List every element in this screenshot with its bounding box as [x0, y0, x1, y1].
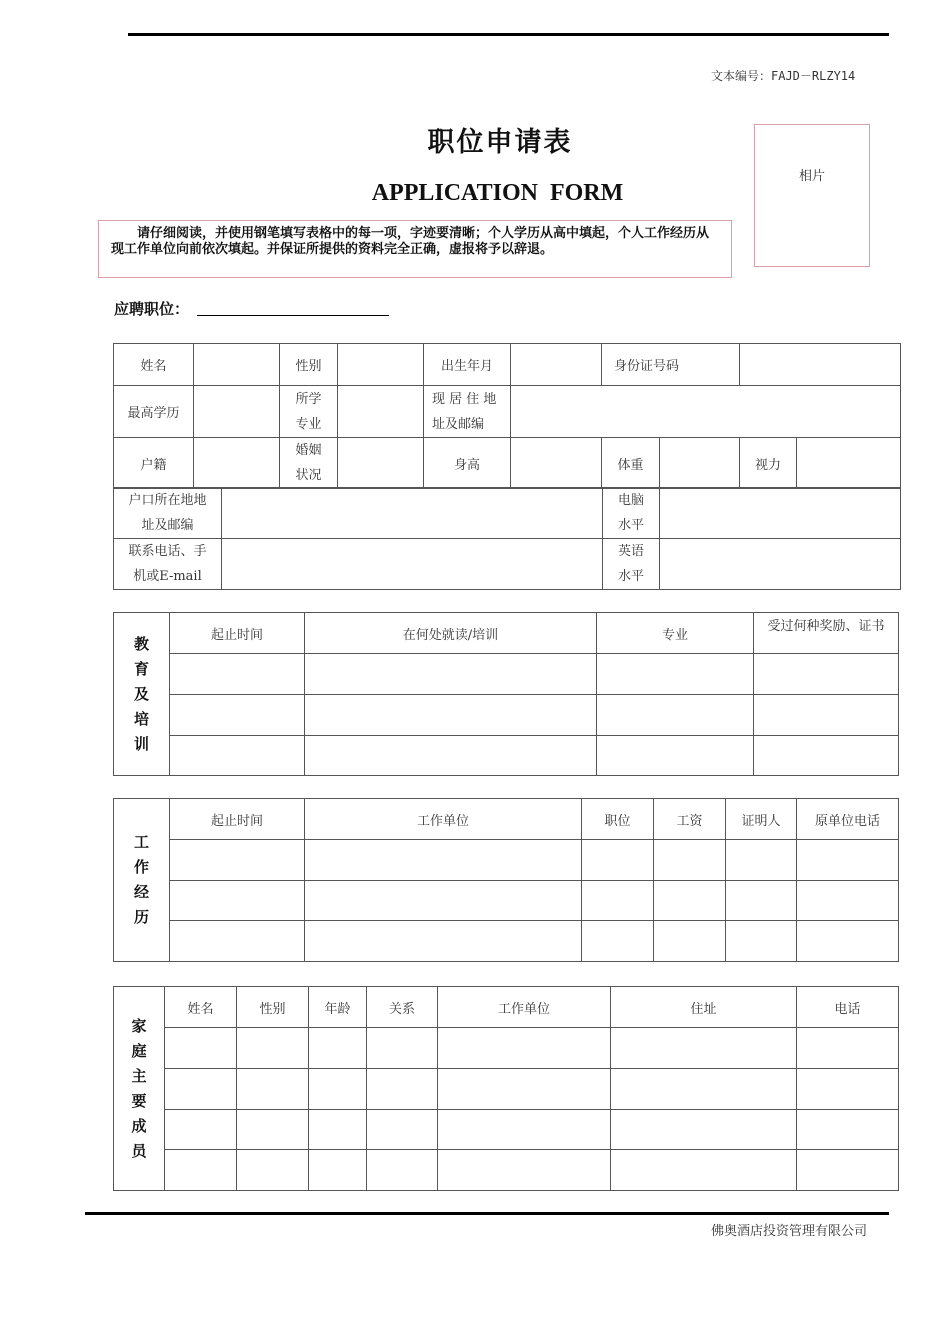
major-label — [280, 386, 338, 438]
table-row — [114, 921, 899, 962]
family-cell[interactable] — [237, 1069, 309, 1110]
family-cell[interactable] — [165, 1110, 237, 1150]
hukou-label: 户籍 — [114, 438, 194, 489]
birth-field[interactable] — [511, 344, 602, 386]
family-cell[interactable] — [438, 1028, 611, 1069]
top-rule — [128, 33, 889, 36]
education-header-awards — [754, 613, 899, 654]
family-cell[interactable] — [237, 1150, 309, 1191]
hukou-field[interactable] — [194, 438, 280, 489]
position-input-line[interactable] — [197, 315, 389, 316]
education-label: 最高学历 — [114, 386, 194, 438]
family-cell[interactable] — [309, 1110, 367, 1150]
work-header-reference: 证明人 — [726, 799, 797, 840]
education-side-char: 育 — [133, 659, 149, 678]
family-header-phone: 电话 — [797, 987, 899, 1028]
name-field[interactable] — [194, 344, 280, 386]
bottom-rule — [85, 1212, 889, 1215]
address-label-line1: 现 居 住 地 — [432, 391, 497, 407]
family-cell[interactable] — [309, 1150, 367, 1191]
work-side-char: 历 — [133, 908, 149, 926]
major-label-line2: 专业 — [295, 416, 322, 432]
work-cell[interactable] — [170, 881, 305, 921]
weight-field[interactable] — [660, 438, 740, 489]
work-header-period: 起止时间 — [170, 799, 305, 840]
table-row — [114, 840, 899, 881]
work-cell[interactable] — [305, 881, 582, 921]
family-header-name: 姓名 — [165, 987, 237, 1028]
major-label-line1: 所学 — [295, 391, 322, 407]
hukou-address-line2: 址及邮编 — [141, 518, 194, 533]
family-cell[interactable] — [165, 1150, 237, 1191]
marital-label-line1: 婚姻 — [295, 443, 322, 458]
hukou-address-line1: 户口所在地地 — [128, 493, 207, 508]
table-row — [114, 1028, 899, 1069]
family-side-char: 庭 — [131, 1041, 147, 1060]
name-label: 姓名 — [114, 344, 194, 386]
family-cell[interactable] — [367, 1028, 438, 1069]
family-side-char: 员 — [131, 1141, 147, 1160]
instruction-notice: 请仔细阅读，并使用钢笔填写表格中的每一项，字迹要清晰；个人学历从高中填起，个人工作经历从现工作单位向前依次填起。并保证所提供的资料完全正确，虚报将予以辞退。 — [98, 220, 732, 278]
id-number-label: 身份证号码 — [602, 344, 740, 386]
work-cell[interactable] — [797, 840, 899, 881]
major-field[interactable] — [338, 386, 424, 438]
work-cell[interactable] — [797, 881, 899, 921]
family-cell[interactable] — [438, 1110, 611, 1150]
family-cell[interactable] — [438, 1150, 611, 1191]
family-cell[interactable] — [611, 1069, 797, 1110]
work-cell[interactable] — [654, 881, 726, 921]
education-cell[interactable] — [597, 654, 754, 695]
family-cell[interactable] — [165, 1069, 237, 1110]
table-row — [114, 1069, 899, 1110]
education-cell[interactable] — [305, 654, 597, 695]
education-side-char: 及 — [133, 684, 149, 703]
work-cell[interactable] — [726, 840, 797, 881]
education-header-major: 专业 — [597, 613, 754, 654]
table-row — [114, 654, 899, 695]
birth-label: 出生年月 — [424, 344, 511, 386]
family-cell[interactable] — [611, 1028, 797, 1069]
document-number: 文本编号：FAJD－RLZY14 — [711, 69, 856, 83]
work-cell[interactable] — [726, 921, 797, 962]
marital-field[interactable] — [338, 438, 424, 489]
personal-info-table — [113, 343, 901, 489]
table-row — [114, 1110, 899, 1150]
form-title-english: APPLICATION FORM — [371, 180, 624, 206]
family-cell[interactable] — [237, 1028, 309, 1069]
gender-label: 性别 — [280, 344, 338, 386]
family-cell[interactable] — [367, 1110, 438, 1150]
education-cell[interactable] — [754, 654, 899, 695]
education-cell[interactable] — [170, 695, 305, 736]
work-side-char: 经 — [133, 883, 149, 901]
work-header-phone: 原单位电话 — [797, 799, 899, 840]
work-side-char: 工 — [133, 833, 149, 851]
education-field[interactable] — [194, 386, 280, 438]
education-side-char: 培 — [133, 709, 149, 728]
work-header-salary: 工资 — [654, 799, 726, 840]
height-label: 身高 — [424, 438, 511, 489]
education-header-awards-text: 受过何种奖励、证书 — [767, 619, 885, 634]
family-cell[interactable] — [438, 1069, 611, 1110]
work-cell[interactable] — [582, 921, 654, 962]
vision-field[interactable] — [797, 438, 901, 489]
family-cell[interactable] — [165, 1028, 237, 1069]
work-header-position: 职位 — [582, 799, 654, 840]
computer-level-field[interactable] — [660, 488, 901, 539]
work-cell[interactable] — [170, 840, 305, 881]
computer-level-line2: 水平 — [617, 518, 644, 533]
computer-level-line1: 电脑 — [617, 493, 644, 508]
hukou-address-label — [114, 488, 222, 539]
family-cell[interactable] — [797, 1069, 899, 1110]
education-cell[interactable] — [305, 736, 597, 776]
weight-label: 体重 — [602, 438, 660, 489]
education-cell[interactable] — [754, 695, 899, 736]
table-row — [114, 881, 899, 921]
family-side-char: 家 — [131, 1016, 147, 1035]
family-header-employer: 工作单位 — [438, 987, 611, 1028]
family-table — [113, 986, 899, 1191]
family-side-char: 主 — [131, 1066, 147, 1085]
photo-box[interactable] — [754, 124, 870, 267]
marital-label — [280, 438, 338, 489]
marital-label-line2: 状况 — [295, 468, 322, 483]
family-cell[interactable] — [309, 1028, 367, 1069]
company-name: 佛奥酒店投资管理有限公司 — [711, 1224, 868, 1239]
position-label: 应聘职位： — [114, 300, 190, 318]
english-level-line1: 英语 — [617, 544, 644, 559]
education-side-char: 训 — [133, 734, 149, 753]
family-header-age: 年龄 — [309, 987, 367, 1028]
education-cell[interactable] — [597, 736, 754, 776]
english-level-line2: 水平 — [617, 569, 644, 584]
family-cell[interactable] — [611, 1150, 797, 1191]
contact-info-table — [113, 487, 901, 590]
work-table — [113, 798, 899, 962]
family-side-char: 要 — [131, 1091, 147, 1110]
family-cell[interactable] — [367, 1069, 438, 1110]
family-header-address: 住址 — [611, 987, 797, 1028]
work-cell[interactable] — [305, 921, 582, 962]
work-side-char: 作 — [133, 858, 149, 876]
contact-line2: 机或E-mail — [133, 569, 202, 584]
gender-field[interactable] — [338, 344, 424, 386]
vision-label: 视力 — [740, 438, 797, 489]
education-header-school: 在何处就读/培训 — [305, 613, 597, 654]
address-field[interactable] — [511, 386, 901, 438]
education-header-period: 起止时间 — [170, 613, 305, 654]
family-cell[interactable] — [797, 1028, 899, 1069]
education-table — [113, 612, 899, 776]
family-cell[interactable] — [797, 1110, 899, 1150]
family-cell[interactable] — [309, 1069, 367, 1110]
table-row — [114, 695, 899, 736]
education-cell[interactable] — [305, 695, 597, 736]
computer-level-label — [603, 488, 660, 539]
family-cell[interactable] — [367, 1150, 438, 1191]
work-side-label — [114, 799, 170, 962]
family-side-char: 成 — [131, 1116, 147, 1135]
address-label — [424, 386, 511, 438]
education-side-char: 教 — [133, 634, 149, 653]
education-side-label — [114, 613, 170, 776]
table-row — [114, 1150, 899, 1191]
education-cell[interactable] — [170, 654, 305, 695]
work-cell[interactable] — [305, 840, 582, 881]
photo-label: 相片 — [798, 169, 825, 184]
work-cell[interactable] — [797, 921, 899, 962]
id-number-field[interactable] — [740, 344, 901, 386]
education-cell[interactable] — [170, 736, 305, 776]
work-cell[interactable] — [582, 881, 654, 921]
work-cell[interactable] — [582, 840, 654, 881]
height-field[interactable] — [511, 438, 602, 489]
contact-line1: 联系电话、手 — [128, 544, 207, 559]
work-cell[interactable] — [654, 840, 726, 881]
work-cell[interactable] — [726, 881, 797, 921]
family-side-label — [114, 987, 165, 1191]
family-cell[interactable] — [797, 1150, 899, 1191]
hukou-address-field[interactable] — [222, 488, 603, 539]
contact-label — [114, 539, 222, 590]
family-cell[interactable] — [611, 1110, 797, 1150]
education-cell[interactable] — [597, 695, 754, 736]
family-cell[interactable] — [237, 1110, 309, 1150]
address-label-line2: 址及邮编 — [432, 416, 485, 432]
english-level-field[interactable] — [660, 539, 901, 590]
table-row — [114, 736, 899, 776]
form-title-chinese: 职位申请表 — [427, 127, 573, 158]
contact-field[interactable] — [222, 539, 603, 590]
family-header-gender: 性别 — [237, 987, 309, 1028]
english-level-label — [603, 539, 660, 590]
work-cell[interactable] — [654, 921, 726, 962]
work-header-employer: 工作单位 — [305, 799, 582, 840]
work-cell[interactable] — [170, 921, 305, 962]
education-cell[interactable] — [754, 736, 899, 776]
family-header-relation: 关系 — [367, 987, 438, 1028]
